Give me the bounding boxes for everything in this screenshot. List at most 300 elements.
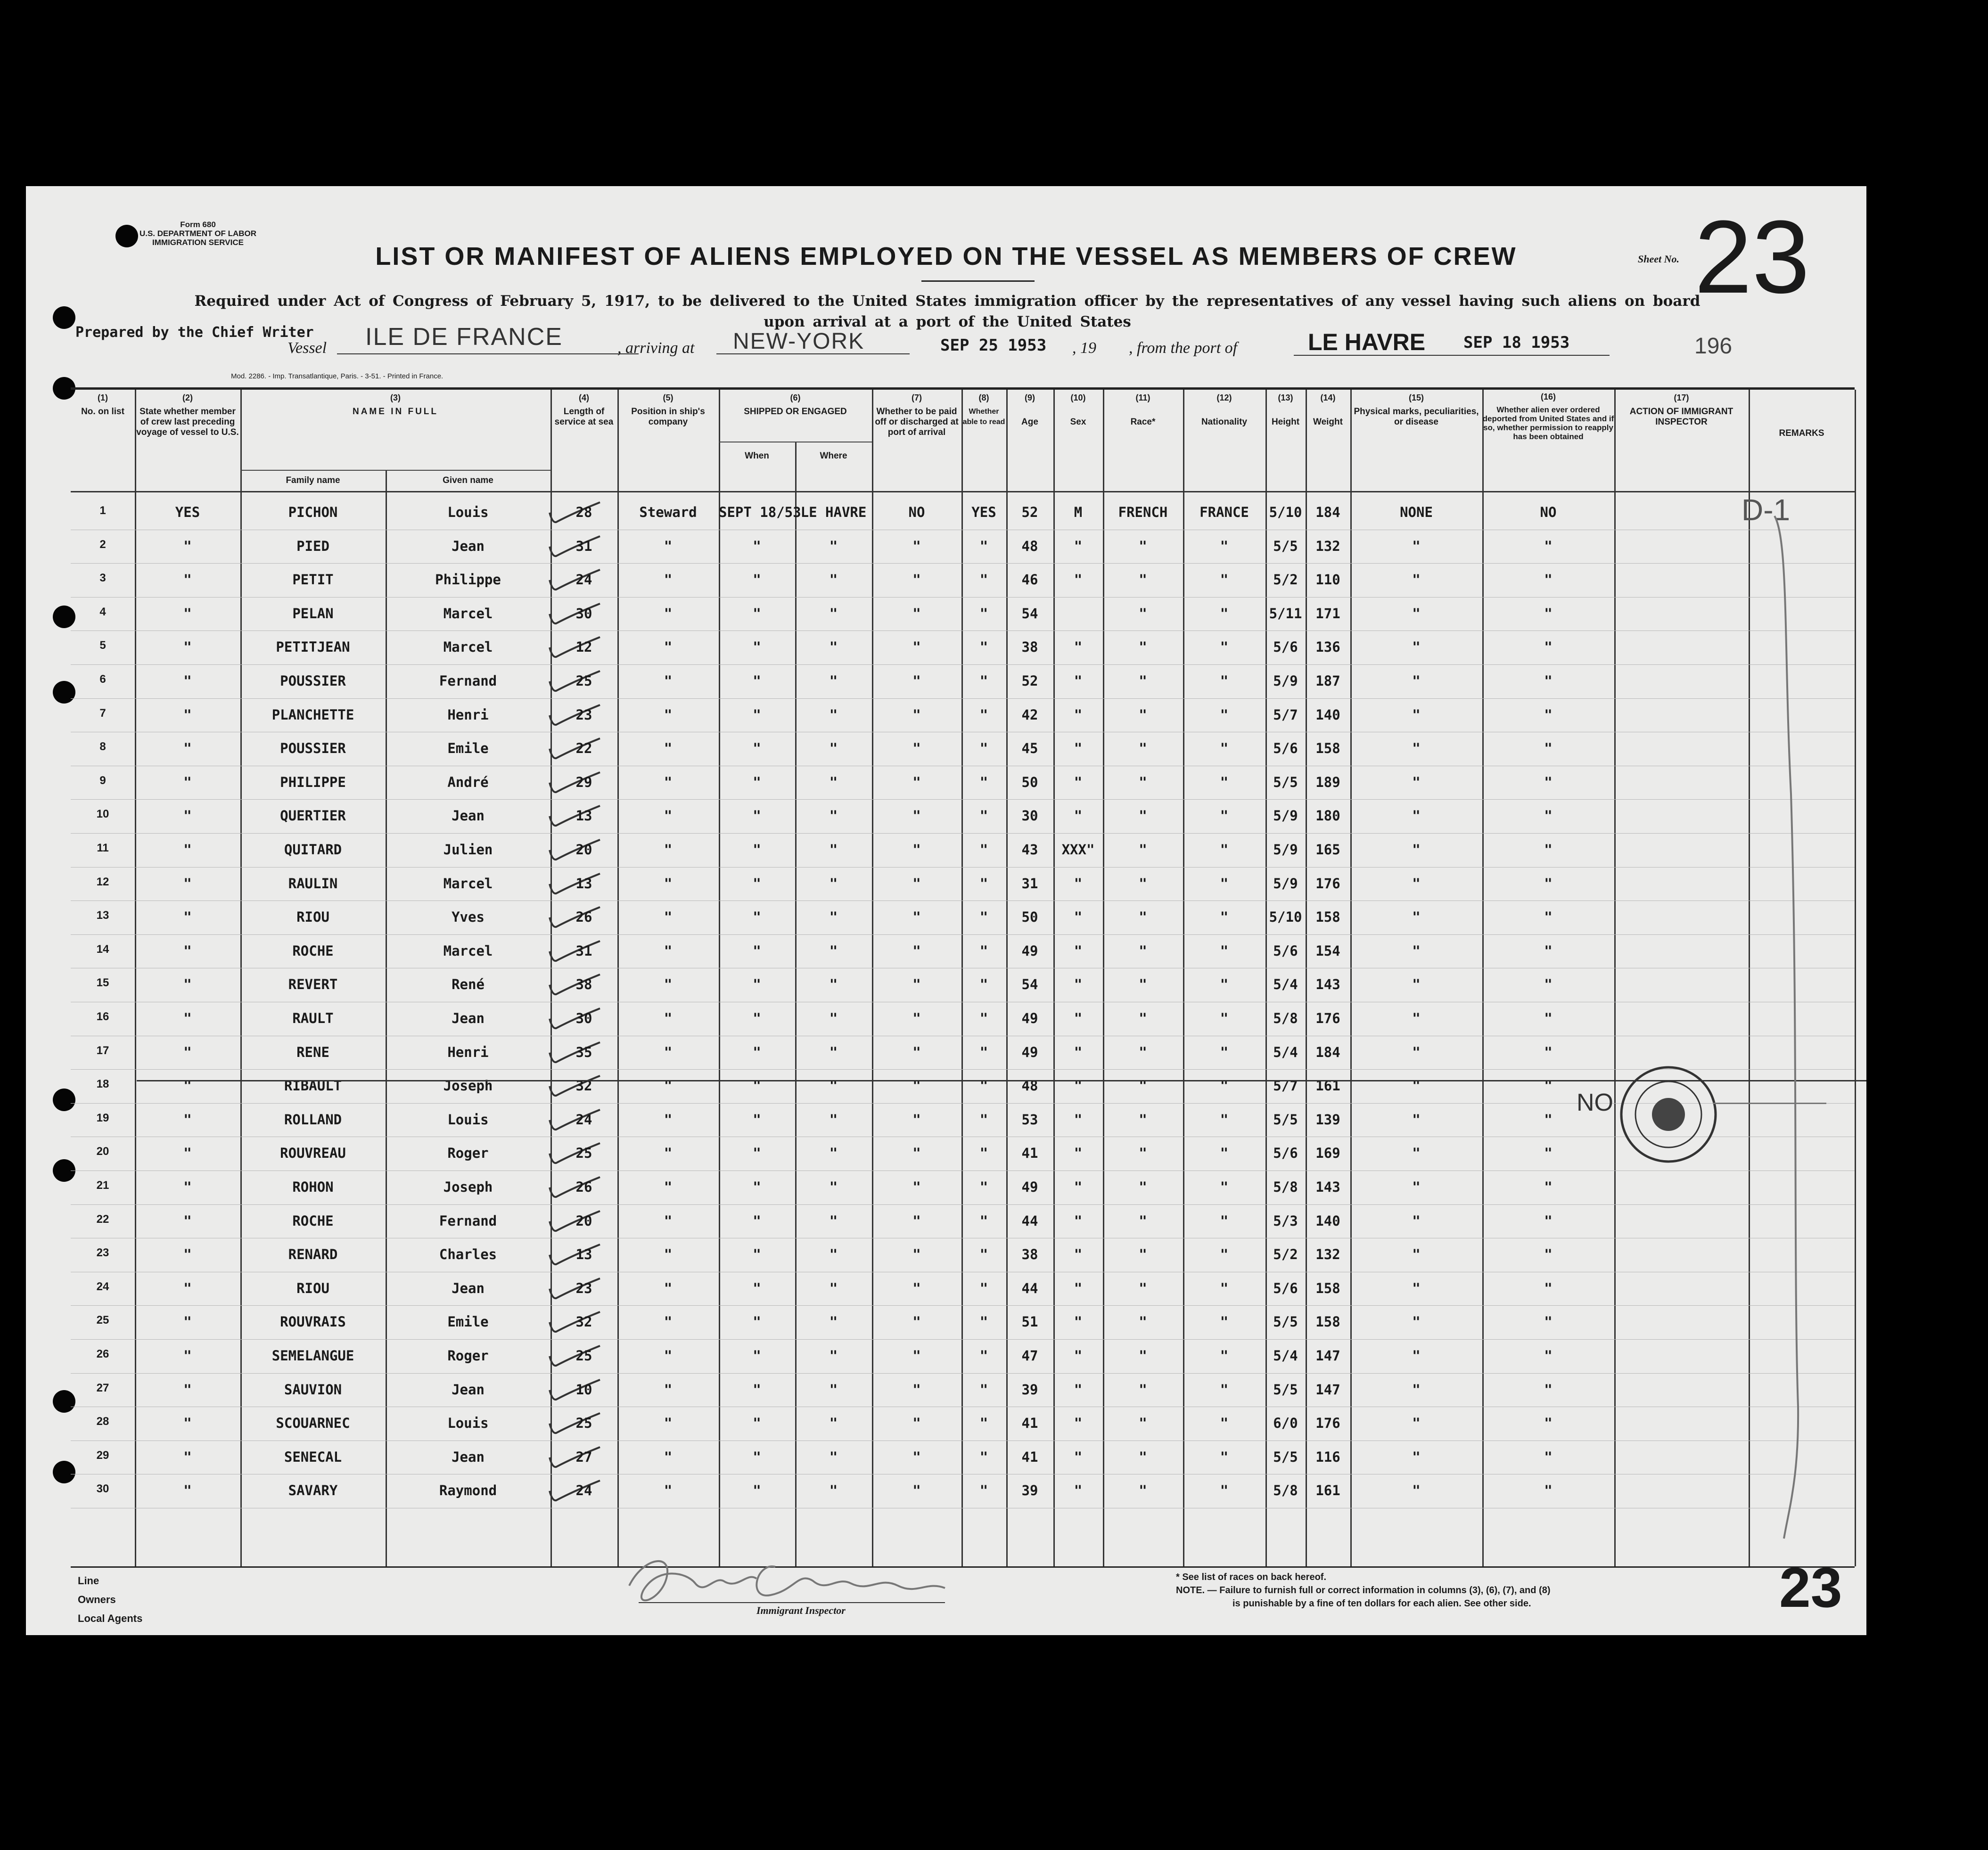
nationality-cell: " <box>1220 1415 1229 1432</box>
paid-off-cell: " <box>912 1179 921 1195</box>
table-row <box>71 1305 1855 1339</box>
physical-marks-cell: " <box>1412 673 1421 689</box>
table-row <box>71 900 1855 934</box>
header-col-1: (1) No. on list <box>81 393 124 417</box>
physical-marks-cell: " <box>1412 1482 1421 1499</box>
service-length-cell: 25 <box>575 1415 592 1432</box>
footnotes <box>1176 1571 1551 1610</box>
physical-marks-cell: " <box>1412 976 1421 993</box>
nationality-cell: " <box>1220 572 1229 588</box>
shipped-where-cell: " <box>829 1348 838 1364</box>
age-cell: 39 <box>1021 1482 1038 1499</box>
sex-cell: " <box>1074 976 1083 993</box>
physical-marks-cell: " <box>1412 1246 1421 1263</box>
table-row <box>71 732 1855 765</box>
sex-cell: " <box>1074 875 1083 892</box>
able-to-read-cell: " <box>979 1212 988 1229</box>
given-name-cell: Julien <box>443 842 493 858</box>
header-col-10: (10) Sex <box>1070 393 1086 427</box>
service-length-cell: 31 <box>575 538 592 554</box>
shipped-when-cell: " <box>753 673 761 689</box>
physical-marks-cell: " <box>1412 1449 1421 1465</box>
row-number: 24 <box>96 1280 109 1293</box>
deported-cell: " <box>1544 1111 1553 1128</box>
prev-voyage-cell: " <box>183 808 192 824</box>
height-cell: 5/9 <box>1273 875 1298 892</box>
service-length-cell: 28 <box>575 504 592 520</box>
position-cell: " <box>664 605 673 622</box>
shipped-when-cell: " <box>753 1078 761 1094</box>
paid-off-cell: " <box>912 976 921 993</box>
line-label: Line <box>78 1575 99 1587</box>
arrival-port-underline <box>716 353 910 354</box>
height-cell: 5/10 <box>1269 909 1302 925</box>
nationality-cell: " <box>1220 1246 1229 1263</box>
prev-voyage-cell: " <box>183 538 192 554</box>
row-number: 8 <box>99 740 106 753</box>
row-number: 11 <box>97 842 109 854</box>
height-cell: 5/8 <box>1273 1010 1298 1026</box>
given-name-cell: Joseph <box>443 1078 493 1094</box>
family-name-cell: RIOU <box>296 909 329 925</box>
row-number: 14 <box>96 942 109 956</box>
deported-cell: " <box>1544 1449 1553 1465</box>
sex-cell: " <box>1074 909 1083 925</box>
row-number: 21 <box>96 1179 109 1192</box>
weight-cell: 169 <box>1315 1145 1340 1162</box>
sex-cell: " <box>1074 706 1083 723</box>
height-cell: 5/2 <box>1273 572 1298 588</box>
shipped-where-cell: " <box>829 808 838 824</box>
family-name-cell: PIED <box>296 538 329 554</box>
family-name-cell: ROLLAND <box>284 1111 342 1128</box>
physical-marks-cell: " <box>1412 909 1421 925</box>
shipped-when-cell: " <box>753 1111 761 1128</box>
paid-off-cell: " <box>912 1449 921 1465</box>
row-number: 30 <box>96 1482 109 1496</box>
weight-cell: 158 <box>1315 1314 1340 1330</box>
table-row <box>71 1002 1855 1035</box>
shipped-where-cell: LE HAVRE <box>800 504 867 520</box>
form-number: Form 680 <box>180 220 216 229</box>
vessel-underline <box>337 353 639 354</box>
race-cell: " <box>1139 1449 1147 1465</box>
race-cell: " <box>1139 909 1147 925</box>
service-length-cell: 25 <box>575 1145 592 1162</box>
crew-table <box>71 387 1855 1568</box>
age-cell: 43 <box>1021 842 1038 858</box>
age-cell: 30 <box>1021 808 1038 824</box>
inspector-stamp-text: NO <box>1577 1089 1613 1116</box>
able-to-read-cell: " <box>979 1482 988 1499</box>
form-service: IMMIGRATION SERVICE <box>152 238 244 247</box>
family-name-cell: QUERTIER <box>280 808 346 824</box>
row-number: 6 <box>99 673 106 686</box>
shipped-where-cell: " <box>829 875 838 892</box>
header-col-12: (12) Nationality <box>1201 393 1248 427</box>
shipped-when-cell: " <box>753 1179 761 1195</box>
paid-off-cell: " <box>912 1111 921 1128</box>
shipped-where-cell: " <box>829 1381 838 1398</box>
race-cell: " <box>1139 572 1147 588</box>
deported-cell: " <box>1544 1482 1553 1499</box>
age-cell: 48 <box>1021 1078 1038 1094</box>
prev-voyage-cell: " <box>183 1415 192 1432</box>
given-name-cell: Jean <box>452 808 485 824</box>
table-row <box>71 1171 1855 1204</box>
shipped-where-cell: " <box>829 1078 838 1094</box>
family-name-cell: PETIT <box>292 572 334 588</box>
physical-marks-cell: " <box>1412 875 1421 892</box>
row-number: 29 <box>96 1449 109 1462</box>
prev-voyage-cell: " <box>183 942 192 959</box>
able-to-read-cell: " <box>979 740 988 757</box>
given-name-cell: Louis <box>447 504 489 520</box>
nationality-cell: " <box>1220 1179 1229 1195</box>
able-to-read-cell: " <box>979 1145 988 1162</box>
able-to-read-cell: " <box>979 1111 988 1128</box>
given-name-cell: Jean <box>452 1010 485 1026</box>
weight-cell: 176 <box>1315 875 1340 892</box>
prev-voyage-cell: " <box>183 976 192 993</box>
physical-marks-cell: " <box>1412 1111 1421 1128</box>
physical-marks-cell: NONE <box>1400 504 1433 520</box>
sex-cell: " <box>1074 572 1083 588</box>
nationality-cell: " <box>1220 875 1229 892</box>
prepared-by: Prepared by the Chief Writer <box>75 324 314 341</box>
given-name-cell: André <box>447 774 489 790</box>
nationality-cell: " <box>1220 774 1229 790</box>
prev-voyage-cell: " <box>183 706 192 723</box>
height-cell: 5/10 <box>1269 504 1302 520</box>
weight-cell: 140 <box>1315 706 1340 723</box>
position-cell: " <box>664 875 673 892</box>
family-name-cell: ROCHE <box>292 1212 334 1229</box>
prev-voyage-cell: " <box>183 1145 192 1162</box>
race-cell: " <box>1139 673 1147 689</box>
physical-marks-cell: " <box>1412 1348 1421 1364</box>
age-cell: 44 <box>1021 1212 1038 1229</box>
race-cell: " <box>1139 942 1147 959</box>
height-cell: 5/7 <box>1273 1078 1298 1094</box>
vessel-label: Vessel <box>288 339 327 357</box>
sex-cell: " <box>1074 1348 1083 1364</box>
able-to-read-cell: " <box>979 639 988 655</box>
family-name-cell: SCOUARNEC <box>276 1415 350 1432</box>
service-length-cell: 10 <box>575 1381 592 1398</box>
height-cell: 5/5 <box>1273 538 1298 554</box>
given-name-cell: Roger <box>447 1348 489 1364</box>
row-number: 18 <box>96 1078 109 1091</box>
stamp-trail-line <box>1713 1103 1826 1104</box>
shipped-where-cell: " <box>829 1280 838 1296</box>
shipped-when-cell: " <box>753 774 761 790</box>
given-name-cell: Charles <box>439 1246 497 1263</box>
shipped-where-cell: " <box>829 740 838 757</box>
age-cell: 47 <box>1021 1348 1038 1364</box>
header-col-9: (9) Age <box>1021 393 1038 427</box>
height-cell: 5/11 <box>1269 605 1302 622</box>
prev-voyage-cell: YES <box>175 504 200 520</box>
race-cell: " <box>1139 1010 1147 1026</box>
sex-cell: " <box>1074 1078 1083 1094</box>
footnote-note: NOTE. — Failure to furnish full or correct information in columns (3), (6), (7), and (8) <box>1176 1585 1551 1596</box>
able-to-read-cell: " <box>979 1314 988 1330</box>
able-to-read-cell: YES <box>971 504 996 520</box>
shipped-where-cell: " <box>829 605 838 622</box>
shipped-where-cell: " <box>829 774 838 790</box>
shipped-where-cell: " <box>829 1482 838 1499</box>
weight-cell: 147 <box>1315 1381 1340 1398</box>
paid-off-cell: " <box>912 1280 921 1296</box>
prev-voyage-cell: " <box>183 605 192 622</box>
weight-cell: 132 <box>1315 538 1340 554</box>
age-cell: 48 <box>1021 538 1038 554</box>
weight-cell: 158 <box>1315 1280 1340 1296</box>
paid-off-cell: " <box>912 942 921 959</box>
family-name-cell: ROHON <box>292 1179 334 1195</box>
sex-cell: " <box>1074 538 1083 554</box>
weight-cell: 184 <box>1315 504 1340 520</box>
service-length-cell: 23 <box>575 1280 592 1296</box>
nationality-cell: " <box>1220 1482 1229 1499</box>
nationality-cell: " <box>1220 976 1229 993</box>
header-col-16: (16) Whether alien ever ordered deported from United States and if so, whether permission to reapply has been obtained <box>1482 392 1614 441</box>
given-name-cell: Fernand <box>439 673 497 689</box>
family-name-cell: SAUVION <box>284 1381 342 1398</box>
shipped-when-cell: " <box>753 1415 761 1432</box>
weight-cell: 176 <box>1315 1010 1340 1026</box>
given-name-cell: Philippe <box>435 572 501 588</box>
row-number: 13 <box>96 909 109 922</box>
position-cell: " <box>664 673 673 689</box>
sex-cell: " <box>1074 1010 1083 1026</box>
shipped-where-cell: " <box>829 1314 838 1330</box>
service-length-cell: 25 <box>575 673 592 689</box>
position-cell: " <box>664 842 673 858</box>
height-cell: 5/4 <box>1273 976 1298 993</box>
service-length-cell: 13 <box>575 875 592 892</box>
physical-marks-cell: " <box>1412 1078 1421 1094</box>
service-length-cell: 31 <box>575 942 592 959</box>
footnote-fine: is punishable by a fine of ten dollars for each alien. See other side. <box>1232 1598 1531 1609</box>
service-length-cell: 20 <box>575 842 592 858</box>
height-cell: 5/5 <box>1273 1449 1298 1465</box>
service-length-cell: 24 <box>575 1482 592 1499</box>
header-col-17: (17) ACTION OF IMMIGRANT INSPECTOR <box>1629 393 1733 427</box>
shipped-when-cell: " <box>753 572 761 588</box>
nationality-cell: " <box>1220 1381 1229 1398</box>
age-cell: 39 <box>1021 1381 1038 1398</box>
position-cell: " <box>664 909 673 925</box>
age-cell: 53 <box>1021 1111 1038 1128</box>
given-name-cell: Emile <box>447 1314 489 1330</box>
height-cell: 5/5 <box>1273 1111 1298 1128</box>
sex-cell: " <box>1074 808 1083 824</box>
nationality-cell: " <box>1220 538 1229 554</box>
nationality-cell: " <box>1220 1314 1229 1330</box>
deported-cell: " <box>1544 706 1553 723</box>
deported-cell: " <box>1544 1078 1553 1094</box>
table-row <box>71 1339 1855 1373</box>
header-col-13: (13) Height <box>1271 393 1300 427</box>
weight-cell: 187 <box>1315 673 1340 689</box>
paid-off-cell: " <box>912 774 921 790</box>
paid-off-cell: " <box>912 808 921 824</box>
nationality-cell: " <box>1220 605 1229 622</box>
race-cell: " <box>1139 1482 1147 1499</box>
age-cell: 52 <box>1021 504 1038 520</box>
physical-marks-cell: " <box>1412 842 1421 858</box>
prev-voyage-cell: " <box>183 1044 192 1060</box>
able-to-read-cell: " <box>979 842 988 858</box>
paid-off-cell: " <box>912 1314 921 1330</box>
nationality-cell: " <box>1220 909 1229 925</box>
header-col-2: (2) State whether member of crew last preceding voyage of vessel to U.S. <box>136 393 239 437</box>
age-cell: 41 <box>1021 1449 1038 1465</box>
service-length-cell: 25 <box>575 1348 592 1364</box>
row-number: 22 <box>96 1212 109 1226</box>
deported-cell: " <box>1544 673 1553 689</box>
able-to-read-cell: " <box>979 1078 988 1094</box>
shipped-where-cell: " <box>829 1145 838 1162</box>
position-cell: " <box>664 942 673 959</box>
given-name-cell: Marcel <box>443 605 493 622</box>
race-cell: " <box>1139 1078 1147 1094</box>
race-cell: " <box>1139 740 1147 757</box>
header-col-14: (14) Weight <box>1313 393 1343 427</box>
arriving-label: , arriving at <box>617 339 695 357</box>
age-cell: 49 <box>1021 1179 1038 1195</box>
bottom-sheet-number: 23 <box>1779 1556 1842 1619</box>
prev-voyage-cell: " <box>183 1078 192 1094</box>
position-cell: " <box>664 572 673 588</box>
service-length-cell: 13 <box>575 808 592 824</box>
able-to-read-cell: " <box>979 942 988 959</box>
shipped-when-cell: " <box>753 1314 761 1330</box>
physical-marks-cell: " <box>1412 572 1421 588</box>
margin-number: 196 <box>1694 334 1733 359</box>
sex-cell: " <box>1074 639 1083 655</box>
deported-cell: NO <box>1540 504 1557 520</box>
given-name-cell: Henri <box>447 706 489 723</box>
age-cell: 46 <box>1021 572 1038 588</box>
given-name-cell: Jean <box>452 1280 485 1296</box>
family-name-cell: SAVARY <box>288 1482 338 1499</box>
inspector-seal-stamp <box>1614 1060 1723 1169</box>
able-to-read-cell: " <box>979 605 988 622</box>
title-rule <box>921 280 1035 282</box>
row-number: 26 <box>96 1348 109 1360</box>
position-cell: " <box>664 1044 673 1060</box>
age-cell: 44 <box>1021 1280 1038 1296</box>
deported-cell: " <box>1544 639 1553 655</box>
row-number: 9 <box>99 774 106 787</box>
position-cell: " <box>664 1111 673 1128</box>
paid-off-cell: " <box>912 605 921 622</box>
row-number: 1 <box>99 504 106 517</box>
table-row <box>71 597 1855 630</box>
given-name-cell: Raymond <box>439 1482 497 1499</box>
remarks-bracket <box>1770 511 1826 1548</box>
punch-hole <box>53 306 75 329</box>
paid-off-cell: " <box>912 1212 921 1229</box>
shipped-when-cell: " <box>753 740 761 757</box>
family-name-cell: RENE <box>296 1044 329 1060</box>
given-name-cell: Roger <box>447 1145 489 1162</box>
printer-line: Mod. 2286. - Imp. Transatlantique, Paris. - 3-51. - Printed in France. <box>231 372 444 380</box>
nationality-cell: " <box>1220 1348 1229 1364</box>
able-to-read-cell: " <box>979 875 988 892</box>
race-cell: " <box>1139 842 1147 858</box>
deported-cell: " <box>1544 976 1553 993</box>
paid-off-cell: " <box>912 1381 921 1398</box>
shipped-where-cell: " <box>829 1212 838 1229</box>
paid-off-cell: " <box>912 1078 921 1094</box>
table-row <box>71 563 1855 597</box>
sex-cell: " <box>1074 942 1083 959</box>
family-name-cell: PLANCHETTE <box>271 706 354 723</box>
nationality-cell: " <box>1220 673 1229 689</box>
shipped-where-cell: " <box>829 673 838 689</box>
physical-marks-cell: " <box>1412 808 1421 824</box>
height-cell: 5/3 <box>1273 1212 1298 1229</box>
race-cell: " <box>1139 1314 1147 1330</box>
deported-cell: " <box>1544 1044 1553 1060</box>
header-col-15: (15) Physical marks, peculiarities, or disease <box>1354 393 1479 427</box>
nationality-cell: " <box>1220 740 1229 757</box>
deported-cell: " <box>1544 1348 1553 1364</box>
age-cell: 41 <box>1021 1145 1038 1162</box>
header-col-3: (3) NAME IN FULL <box>352 393 439 417</box>
paid-off-cell: " <box>912 1246 921 1263</box>
service-length-cell: 13 <box>575 1246 592 1263</box>
paid-off-cell: " <box>912 842 921 858</box>
family-name-cell: ROUVREAU <box>280 1145 346 1162</box>
race-cell: " <box>1139 639 1147 655</box>
given-name-cell: Jean <box>452 1449 485 1465</box>
family-name-cell: QUITARD <box>284 842 342 858</box>
family-name-cell: ROCHE <box>292 942 334 959</box>
height-cell: 5/5 <box>1273 1381 1298 1398</box>
age-cell: 50 <box>1021 774 1038 790</box>
shipped-where-cell: " <box>829 639 838 655</box>
from-port-label: , from the port of <box>1129 339 1238 357</box>
paid-off-cell: " <box>912 909 921 925</box>
table-row <box>71 1373 1855 1407</box>
prev-voyage-cell: " <box>183 1212 192 1229</box>
table-row <box>71 934 1855 968</box>
able-to-read-cell: " <box>979 673 988 689</box>
prev-voyage-cell: " <box>183 774 192 790</box>
deported-cell: " <box>1544 605 1553 622</box>
prev-voyage-cell: " <box>183 740 192 757</box>
race-cell: " <box>1139 1111 1147 1128</box>
weight-cell: 116 <box>1315 1449 1340 1465</box>
family-name-cell: RENARD <box>288 1246 338 1263</box>
race-cell: " <box>1139 1348 1147 1364</box>
sex-cell: " <box>1074 1314 1083 1330</box>
shipped-when-cell: " <box>753 909 761 925</box>
given-name-cell: Louis <box>447 1111 489 1128</box>
race-cell: " <box>1139 875 1147 892</box>
given-name-cell: Marcel <box>443 639 493 655</box>
sheet-number-label: Sheet No. <box>1638 253 1679 265</box>
row-number: 23 <box>96 1246 109 1260</box>
shipped-when-cell: SEPT 18/53 <box>719 504 801 520</box>
paid-off-cell: " <box>912 1482 921 1499</box>
given-name-cell: René <box>452 976 485 993</box>
